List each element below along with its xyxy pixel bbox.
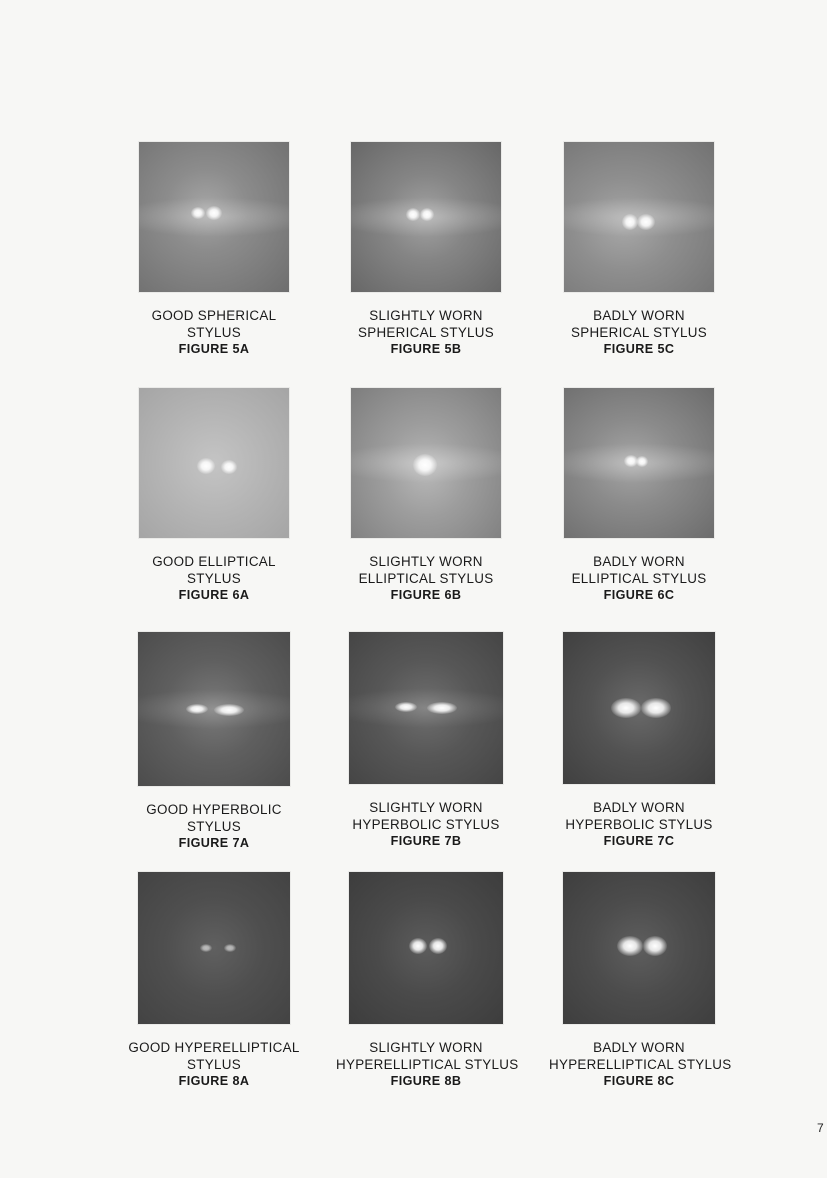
caption-line-1: GOOD SPHERICAL — [151, 308, 277, 323]
figure-label: FIGURE 8C — [603, 1074, 675, 1088]
figure-label: FIGURE 7A — [178, 836, 250, 850]
figure-8b — [336, 872, 519, 1090]
photo-7a — [138, 632, 290, 786]
figure-6b — [336, 388, 516, 604]
caption-line-1: SLIGHTLY WORN — [369, 554, 483, 569]
caption-line-1: SLIGHTLY WORN — [369, 308, 483, 323]
figure-8c — [549, 872, 732, 1090]
figure-7c — [549, 632, 729, 850]
caption-line-2: ELLIPTICAL STYLUS — [571, 571, 707, 586]
figure-label: FIGURE 6C — [603, 588, 675, 602]
caption-line-2: HYPERBOLIC STYLUS — [565, 817, 713, 832]
caption-line-2: SPHERICAL STYLUS — [570, 325, 708, 340]
page-number: 7 — [817, 1121, 824, 1135]
figure-7a — [124, 632, 304, 852]
figure-5b — [336, 142, 516, 358]
caption-line-2: HYPERELLIPTICAL STYLUS — [549, 1057, 732, 1072]
figure-label: FIGURE 8B — [390, 1074, 462, 1088]
figure-label: FIGURE 7B — [390, 834, 462, 848]
figure-label: FIGURE 5C — [603, 342, 675, 356]
caption-line-1: GOOD HYPERELLIPTICAL — [128, 1040, 300, 1055]
figure-5c — [549, 142, 729, 358]
caption-line-2: STYLUS — [187, 325, 241, 340]
figure-label: FIGURE 7C — [603, 834, 675, 848]
photo-6b — [351, 388, 501, 538]
figure-label: FIGURE 8A — [178, 1074, 250, 1088]
caption-line-1: SLIGHTLY WORN — [369, 800, 483, 815]
photo-6a — [139, 388, 289, 538]
caption-line-2: SPHERICAL STYLUS — [357, 325, 495, 340]
figure-label: FIGURE 5A — [178, 342, 250, 356]
photo-7c — [563, 632, 715, 784]
figure-5a — [124, 142, 304, 358]
caption-line-1: BADLY WORN — [593, 554, 685, 569]
figure-6a — [124, 388, 304, 604]
caption-line-2: HYPERELLIPTICAL STYLUS — [336, 1057, 519, 1072]
caption-line-1: BADLY WORN — [593, 1040, 685, 1055]
caption-line-2: ELLIPTICAL STYLUS — [358, 571, 494, 586]
caption-line-1: GOOD HYPERBOLIC — [146, 802, 282, 817]
photo-8b — [349, 872, 503, 1024]
figure-label: FIGURE 6B — [390, 588, 462, 602]
figure-label: FIGURE 6A — [178, 588, 250, 602]
figure-8a — [124, 872, 304, 1090]
photo-5a — [139, 142, 289, 292]
photo-5c — [564, 142, 714, 292]
caption-line-2: STYLUS — [187, 819, 241, 834]
caption-line-2: STYLUS — [187, 1057, 241, 1072]
photo-7b — [349, 632, 503, 784]
caption-line-1: GOOD ELLIPTICAL — [152, 554, 276, 569]
photo-5b — [351, 142, 501, 292]
caption-line-1: SLIGHTLY WORN — [369, 1040, 483, 1055]
caption-line-2: STYLUS — [187, 571, 241, 586]
caption-line-2: HYPERBOLIC STYLUS — [352, 817, 500, 832]
caption-line-1: BADLY WORN — [593, 308, 685, 323]
photo-6c — [564, 388, 714, 538]
figure-6c — [549, 388, 729, 604]
figure-7b — [336, 632, 516, 850]
caption-line-1: BADLY WORN — [593, 800, 685, 815]
photo-8a — [138, 872, 290, 1024]
photo-8c — [563, 872, 715, 1024]
figure-label: FIGURE 5B — [390, 342, 462, 356]
